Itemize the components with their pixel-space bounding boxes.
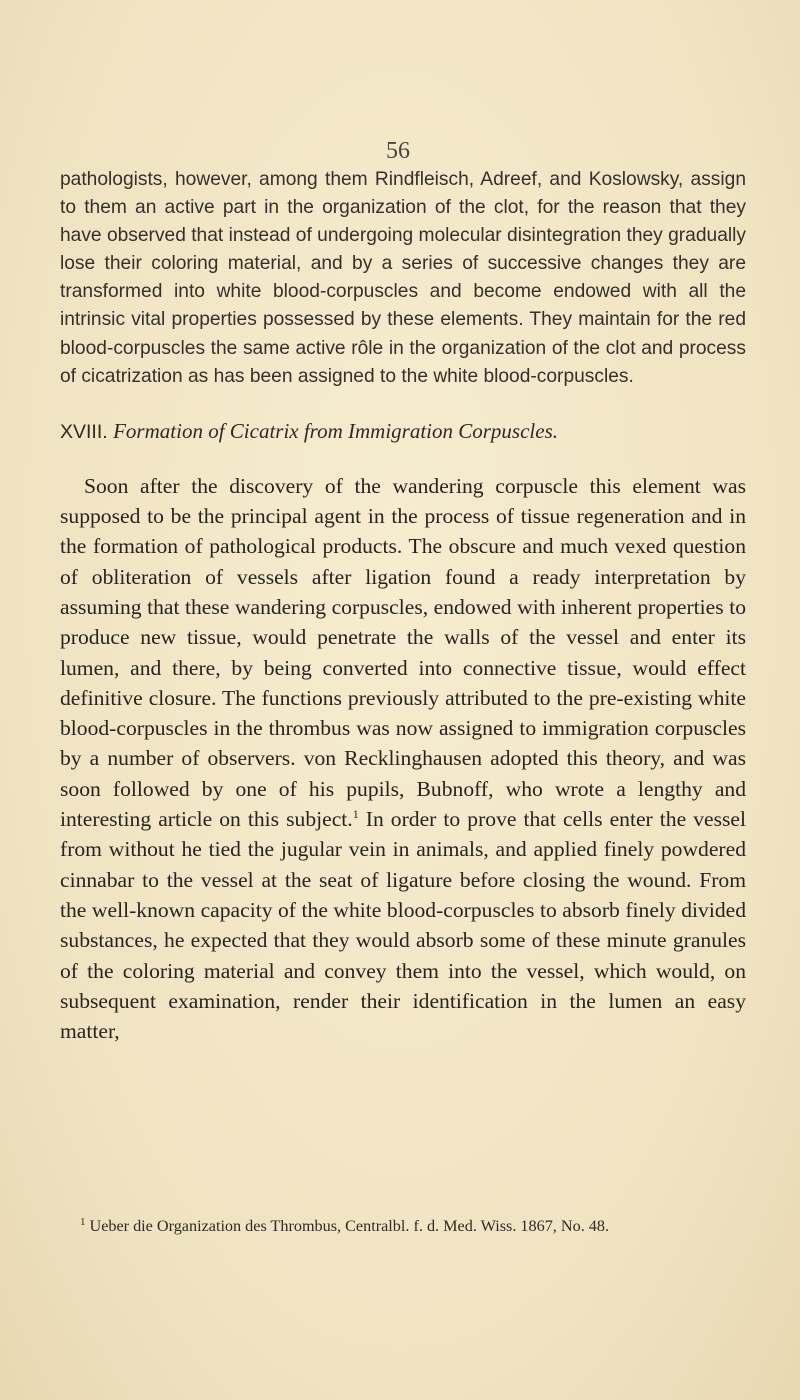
section-heading xyxy=(60,416,746,447)
main-paragraph-text-2: In order to prove that cells enter the vessel from without he tied the jugular vein in animals, and applied finely powdered cinnabar to the vessel at the seat of ligature before closing the wound. From the well-known capacity of the white blood-corpuscles to absorb finely divided substances, he expected that they would absorb some of these minute granules of the coloring material and convey them into the vessel, which would, on subsequent examination, render their identification in the lumen an easy matter, xyxy=(60,807,747,1044)
section-title: Formation of Cicatrix from Immigration Corpuscles. xyxy=(113,418,558,443)
page-number: 56 xyxy=(386,138,410,164)
section-number: XVIII. xyxy=(60,420,108,443)
page-body xyxy=(60,166,746,1046)
footnote-text: Ueber die Organization des Thrombus, Centralbl. f. d. Med. Wiss. 1867, No. 48. xyxy=(89,1217,610,1235)
footnote xyxy=(60,1216,746,1237)
footnote-mark: 1 xyxy=(80,1215,86,1228)
footnote-reference: 1 xyxy=(352,806,359,821)
continued-paragraph: pathologists, however, among them Rindfleisch, Adreef, and Koslowsky, assign to them an active part in the organization of the clot, for the reason that they have observed that instead of undergoing molecular disintegration they gradually lose their coloring material, and by a series of successive changes they are transformed into white blood-corpuscles and become endowed with all the intrinsic vital properties possessed by these elements. They maintain for the red blood-corpuscles the same active rôle in the organization of the clot and process of cicatrization as has been assigned to the white blood-corpuscles. xyxy=(60,169,746,387)
main-paragraph-text-1: Soon after the discovery of the wandering corpuscle this element was supposed to be the principal agent in the process of tissue regeneration and in the formation of pathological products. The obscure and much vexed question of obliteration of vessels after ligation found a ready interpretation by assuming that these wandering corpuscles, endowed with inherent properties to produce new tissue, would penetrate the walls of the vessel and enter its lumen, and there, by being converted into connective tissue, would effect definitive closure. The functions previously attributed to the pre-existing white blood-corpuscles in the thrombus was now assigned to immigration corpuscles by a number of observers. von Recklinghausen adopted this theory, and was soon followed by one of his pupils, Bubnoff, who wrote a lengthy and interesting article on this subject. xyxy=(60,473,746,832)
main-paragraph xyxy=(60,471,746,1047)
